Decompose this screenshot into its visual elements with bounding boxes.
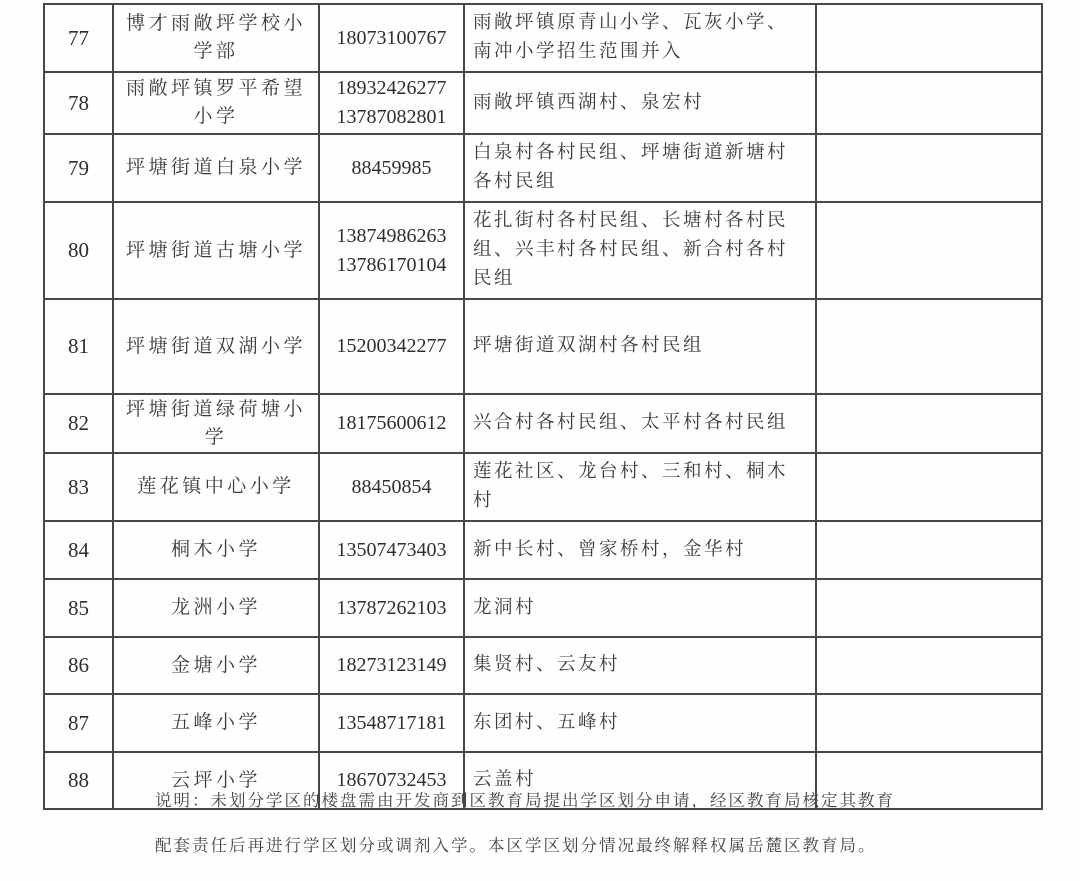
cell-remark <box>816 72 1042 134</box>
cell-phone-number <box>319 637 464 694</box>
phone-line: 18670732453 <box>336 769 447 791</box>
cell-remark <box>816 579 1042 637</box>
cell-row-number: 81 <box>44 299 113 394</box>
cell-school-name: 五峰小学 <box>113 694 319 752</box>
cell-row-number: 88 <box>44 752 113 809</box>
phone-line: 13507473403 <box>336 538 447 561</box>
table-row <box>44 453 1042 521</box>
phone-line: 18073100767 <box>336 26 447 49</box>
phone-line: 88450854 <box>351 475 432 498</box>
cell-school-name: 坪塘街道古塘小学 <box>113 202 319 299</box>
cell-row-number: 79 <box>44 134 113 202</box>
cell-remark <box>816 134 1042 202</box>
footer-line-1: 说明：未划分学区的楼盘需由开发商到区教育局提出学区划分申请，经区教育局核定其教育 <box>155 791 895 810</box>
table-row <box>44 72 1042 134</box>
cell-enrollment-area: 莲花社区、龙台村、三和村、桐木村 <box>464 453 816 521</box>
cell-row-number: 85 <box>44 579 113 637</box>
table-row <box>44 4 1042 72</box>
cell-row-number: 83 <box>44 453 113 521</box>
table-row <box>44 579 1042 637</box>
cell-remark <box>816 521 1042 579</box>
cell-enrollment-area: 兴合村各村民组、太平村各村民组 <box>464 394 816 453</box>
cell-row-number: 86 <box>44 637 113 694</box>
cell-school-name: 莲花镇中心小学 <box>113 453 319 521</box>
cell-remark <box>816 637 1042 694</box>
cell-phone-number <box>319 72 464 134</box>
cell-remark <box>816 299 1042 394</box>
table-row <box>44 202 1042 299</box>
table-row <box>44 521 1042 579</box>
cell-school-name: 博才雨敞坪学校小学部 <box>113 4 319 72</box>
cell-remark <box>816 4 1042 72</box>
phone-line: 13548717181 <box>336 711 447 734</box>
table-row <box>44 694 1042 752</box>
cell-phone-number <box>319 394 464 453</box>
cell-school-name: 龙洲小学 <box>113 579 319 637</box>
cell-phone-number <box>319 202 464 299</box>
cell-phone-number <box>319 694 464 752</box>
cell-school-name: 坪塘街道绿荷塘小学 <box>113 394 319 453</box>
cell-enrollment-area: 集贤村、云友村 <box>464 637 816 694</box>
cell-school-name: 坪塘街道白泉小学 <box>113 134 319 202</box>
cell-phone-number <box>319 299 464 394</box>
table-row <box>44 394 1042 453</box>
phone-line: 13786170104 <box>336 253 447 276</box>
cell-phone-number <box>319 4 464 72</box>
cell-enrollment-area: 雨敞坪镇西湖村、泉宏村 <box>464 72 816 134</box>
table-row <box>44 299 1042 394</box>
cell-school-name: 金塘小学 <box>113 637 319 694</box>
cell-phone-number <box>319 521 464 579</box>
footer-line-2: 配套责任后再进行学区划分或调剂入学。本区学区划分情况最终解释权属岳麓区教育局。 <box>155 836 877 855</box>
cell-enrollment-area: 新中长村、曾家桥村，金华村 <box>464 521 816 579</box>
cell-enrollment-area: 雨敞坪镇原青山小学、瓦灰小学、南冲小学招生范围并入 <box>464 4 816 72</box>
cell-row-number: 77 <box>44 4 113 72</box>
table-row <box>44 134 1042 202</box>
cell-row-number: 87 <box>44 694 113 752</box>
cell-phone-number <box>319 453 464 521</box>
cell-school-name: 雨敞坪镇罗平希望小学 <box>113 72 319 134</box>
phone-line: 88459985 <box>351 156 432 179</box>
cell-row-number: 84 <box>44 521 113 579</box>
phone-line: 13874986263 <box>336 224 447 247</box>
cell-remark <box>816 453 1042 521</box>
table-body <box>44 4 1042 809</box>
cell-remark <box>816 694 1042 752</box>
cell-row-number: 82 <box>44 394 113 453</box>
cell-enrollment-area: 花扎街村各村民组、长塘村各村民组、兴丰村各村民组、新合村各村民组 <box>464 202 816 299</box>
cell-school-name: 云坪小学 <box>113 752 319 809</box>
phone-line: 13787082801 <box>336 106 447 128</box>
school-district-table <box>43 3 1043 810</box>
cell-phone-number <box>319 134 464 202</box>
cell-remark <box>816 202 1042 299</box>
cell-enrollment-area: 白泉村各村民组、坪塘街道新塘村各村民组 <box>464 134 816 202</box>
cell-school-name: 桐木小学 <box>113 521 319 579</box>
cell-phone-number <box>319 579 464 637</box>
cell-remark <box>816 394 1042 453</box>
phone-line: 18932426277 <box>336 77 447 99</box>
table-row <box>44 637 1042 694</box>
cell-enrollment-area: 东团村、五峰村 <box>464 694 816 752</box>
phone-line: 18273123149 <box>336 654 447 676</box>
phone-line: 18175600612 <box>336 412 447 434</box>
cell-row-number: 78 <box>44 72 113 134</box>
cell-enrollment-area: 云盖村 <box>464 752 816 809</box>
cell-enrollment-area: 坪塘街道双湖村各村民组 <box>464 299 816 394</box>
cell-enrollment-area: 龙洞村 <box>464 579 816 637</box>
cell-row-number: 80 <box>44 202 113 299</box>
phone-line: 15200342277 <box>336 335 447 357</box>
footer-note <box>155 789 945 879</box>
phone-line: 13787262103 <box>336 596 447 619</box>
cell-school-name: 坪塘街道双湖小学 <box>113 299 319 394</box>
